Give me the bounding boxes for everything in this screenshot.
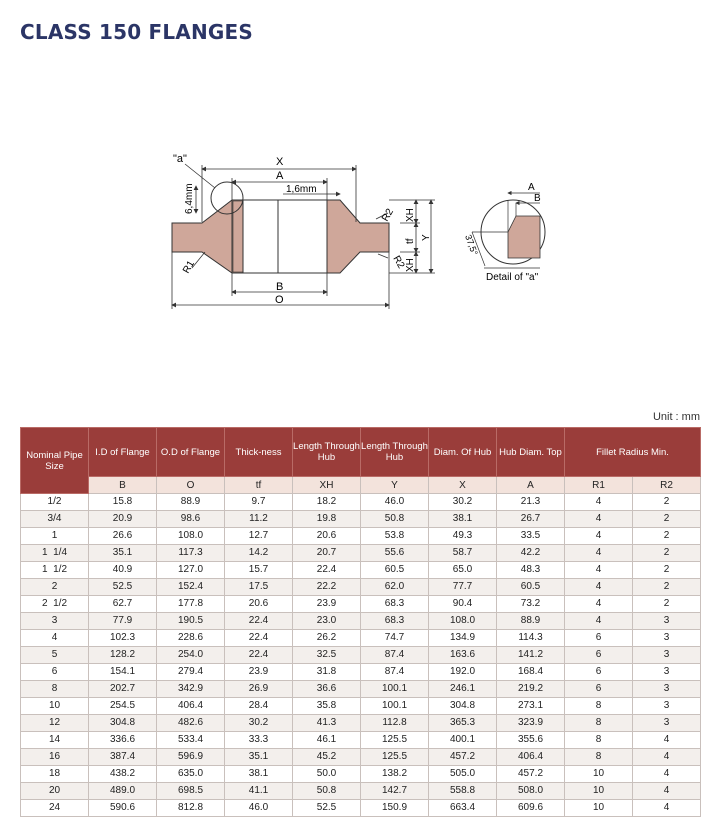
table-cell: 35.8 — [293, 698, 361, 715]
table-cell: 4 — [21, 630, 89, 647]
table-cell: 46.1 — [293, 732, 361, 749]
table-cell: 4 — [565, 562, 633, 579]
table-cell: 23.9 — [293, 596, 361, 613]
table-cell: 4 — [633, 783, 701, 800]
table-cell: 141.2 — [497, 647, 565, 664]
header-hub-top: Hub Diam. Top — [497, 428, 565, 477]
table-cell: 50.8 — [293, 783, 361, 800]
table-cell: 21.3 — [497, 494, 565, 511]
table-row — [21, 630, 701, 647]
table-cell: 323.9 — [497, 715, 565, 732]
table-cell: 219.2 — [497, 681, 565, 698]
table-cell: 9.7 — [225, 494, 293, 511]
table-cell: 45.2 — [293, 749, 361, 766]
table-cell: 246.1 — [429, 681, 497, 698]
header-fillet: Fillet Radius Min. — [565, 428, 701, 477]
table-cell: 102.3 — [89, 630, 157, 647]
table-cell: 590.6 — [89, 800, 157, 817]
table-cell: 48.3 — [497, 562, 565, 579]
table-cell: 177.8 — [157, 596, 225, 613]
table-cell: 273.1 — [497, 698, 565, 715]
table-row — [21, 783, 701, 800]
table-cell: 18.2 — [293, 494, 361, 511]
table-cell: 355.6 — [497, 732, 565, 749]
table-cell: 15.8 — [89, 494, 157, 511]
table-cell: 489.0 — [89, 783, 157, 800]
table-cell: 387.4 — [89, 749, 157, 766]
table-cell: 3 — [633, 664, 701, 681]
table-cell: 6 — [565, 647, 633, 664]
table-cell: 35.1 — [89, 545, 157, 562]
table-cell: 68.3 — [361, 596, 429, 613]
header-length-hub-xh: Length Through Hub — [293, 428, 361, 477]
table-cell: 3 — [633, 647, 701, 664]
table-cell: 125.5 — [361, 732, 429, 749]
table-cell: 73.2 — [497, 596, 565, 613]
table-cell: 3 — [633, 630, 701, 647]
table-cell: 406.4 — [497, 749, 565, 766]
table-row — [21, 562, 701, 579]
table-cell: 26.2 — [293, 630, 361, 647]
table-cell: 1/2 — [21, 494, 89, 511]
table-cell: 26.7 — [497, 511, 565, 528]
table-cell: 4 — [633, 800, 701, 817]
table-cell: 31.8 — [293, 664, 361, 681]
subheader-cell: XH — [293, 477, 361, 494]
table-cell: 108.0 — [429, 613, 497, 630]
flange-section — [172, 200, 389, 273]
label-6-4mm: 6,4mm — [184, 183, 195, 214]
table-cell: 4 — [565, 528, 633, 545]
table-cell: 228.6 — [157, 630, 225, 647]
table-row — [21, 647, 701, 664]
table-cell: 1 — [21, 528, 89, 545]
label-o: O — [275, 294, 284, 306]
table-cell: 336.6 — [89, 732, 157, 749]
table-cell: 190.5 — [157, 613, 225, 630]
table-cell: 38.1 — [429, 511, 497, 528]
table-cell: 6 — [565, 681, 633, 698]
table-cell: 22.2 — [293, 579, 361, 596]
table-cell: 87.4 — [361, 664, 429, 681]
table-cell: 23.9 — [225, 664, 293, 681]
header-od: O.D of Flange — [157, 428, 225, 477]
table-cell: 438.2 — [89, 766, 157, 783]
table-row — [21, 749, 701, 766]
table-cell: 50.0 — [293, 766, 361, 783]
subheader-cell: R2 — [633, 477, 701, 494]
label-y: Y — [421, 234, 432, 241]
table-cell: 22.4 — [225, 630, 293, 647]
table-cell: 100.1 — [361, 698, 429, 715]
subheader-cell: B — [89, 477, 157, 494]
table-cell: 20.6 — [225, 596, 293, 613]
detail-caption: Detail of "a" — [486, 272, 539, 283]
table-cell: 112.8 — [361, 715, 429, 732]
table-cell: 36.6 — [293, 681, 361, 698]
header-thickness: Thick-ness — [225, 428, 293, 477]
table-cell: 304.8 — [429, 698, 497, 715]
table-cell: 3 — [21, 613, 89, 630]
table-cell: 457.2 — [429, 749, 497, 766]
table-cell: 3/4 — [21, 511, 89, 528]
table-row — [21, 766, 701, 783]
table-cell: 533.4 — [157, 732, 225, 749]
subheader-cell: O — [157, 477, 225, 494]
table-cell: 8 — [565, 698, 633, 715]
table-cell: 28.4 — [225, 698, 293, 715]
table-cell: 32.5 — [293, 647, 361, 664]
table-cell: 154.1 — [89, 664, 157, 681]
label-a-marker: "a" — [173, 153, 187, 165]
label-a: A — [276, 170, 284, 182]
label-1-6mm: 1,6mm — [286, 184, 317, 195]
table-cell: 8 — [21, 681, 89, 698]
table-cell: 698.5 — [157, 783, 225, 800]
table-cell: 342.9 — [157, 681, 225, 698]
table-cell: 254.5 — [89, 698, 157, 715]
table-cell: 6 — [565, 664, 633, 681]
table-cell: 49.3 — [429, 528, 497, 545]
table-cell: 3 — [633, 715, 701, 732]
table-cell: 88.9 — [157, 494, 225, 511]
table-cell: 20 — [21, 783, 89, 800]
unit-label: Unit : mm — [652, 411, 700, 423]
table-cell: 3 — [633, 613, 701, 630]
subheader-cell: R1 — [565, 477, 633, 494]
table-cell: 60.5 — [361, 562, 429, 579]
table-cell: 46.0 — [225, 800, 293, 817]
table-cell: 596.9 — [157, 749, 225, 766]
subheader-cell: tf — [225, 477, 293, 494]
table-cell: 22.4 — [225, 613, 293, 630]
table-cell: 12.7 — [225, 528, 293, 545]
detail-a-drawing — [472, 193, 545, 268]
label-x: X — [276, 156, 284, 168]
table-cell: 33.5 — [497, 528, 565, 545]
table-cell: 279.4 — [157, 664, 225, 681]
table-row — [21, 800, 701, 817]
table-cell: 41.3 — [293, 715, 361, 732]
table-cell: 11.2 — [225, 511, 293, 528]
table-cell: 19.8 — [293, 511, 361, 528]
table-cell: 53.8 — [361, 528, 429, 545]
table-cell: 20.9 — [89, 511, 157, 528]
table-cell: 5 — [21, 647, 89, 664]
table-cell: 163.6 — [429, 647, 497, 664]
table-cell: 4 — [565, 579, 633, 596]
subheader-cell: A — [497, 477, 565, 494]
table-cell: 22.4 — [293, 562, 361, 579]
table-cell: 8 — [565, 749, 633, 766]
table-cell: 68.3 — [361, 613, 429, 630]
table-cell: 8 — [565, 732, 633, 749]
subheader-cell: Y — [361, 477, 429, 494]
table-cell: 4 — [565, 613, 633, 630]
table-cell: 22.4 — [225, 647, 293, 664]
table-cell: 26.9 — [225, 681, 293, 698]
table-cell: 202.7 — [89, 681, 157, 698]
table-cell: 508.0 — [497, 783, 565, 800]
page-title: CLASS 150 FLANGES — [20, 20, 253, 44]
label-tf: tf — [405, 238, 416, 244]
table-cell: 12 — [21, 715, 89, 732]
table-row — [21, 511, 701, 528]
table-cell: 108.0 — [157, 528, 225, 545]
table-cell: 74.7 — [361, 630, 429, 647]
table-cell: 42.2 — [497, 545, 565, 562]
table-cell: 6 — [21, 664, 89, 681]
table-cell: 88.9 — [497, 613, 565, 630]
table-cell: 2 — [633, 528, 701, 545]
table-cell: 152.4 — [157, 579, 225, 596]
table-cell: 3 — [633, 698, 701, 715]
table-cell: 50.8 — [361, 511, 429, 528]
table-cell: 10 — [565, 766, 633, 783]
table-cell: 4 — [633, 732, 701, 749]
detail-label-a: A — [528, 182, 535, 193]
table-cell: 8 — [565, 715, 633, 732]
table-cell: 17.5 — [225, 579, 293, 596]
table-cell: 77.7 — [429, 579, 497, 596]
table-cell: 138.2 — [361, 766, 429, 783]
table-cell: 33.3 — [225, 732, 293, 749]
table-row — [21, 732, 701, 749]
table-cell: 14.2 — [225, 545, 293, 562]
table-cell: 52.5 — [293, 800, 361, 817]
table-row — [21, 613, 701, 630]
table-row — [21, 681, 701, 698]
table-cell: 457.2 — [497, 766, 565, 783]
table-cell: 192.0 — [429, 664, 497, 681]
table-row — [21, 664, 701, 681]
table-row — [21, 596, 701, 613]
table-cell: 35.1 — [225, 749, 293, 766]
table-cell: 117.3 — [157, 545, 225, 562]
table-cell: 3 — [633, 681, 701, 698]
table-row — [21, 579, 701, 596]
detail-label-b: B — [534, 193, 541, 204]
table-cell: 40.9 — [89, 562, 157, 579]
table-cell: 4 — [633, 766, 701, 783]
table-cell: 2 1/2 — [21, 596, 89, 613]
detail-angle: 37,5° — [463, 233, 480, 257]
table-row — [21, 494, 701, 511]
table-row — [21, 715, 701, 732]
table-cell: 134.9 — [429, 630, 497, 647]
table-cell: 18 — [21, 766, 89, 783]
table-cell: 4 — [633, 749, 701, 766]
table-cell: 1 1/2 — [21, 562, 89, 579]
header-id: I.D of Flange — [89, 428, 157, 477]
table-cell: 2 — [633, 562, 701, 579]
table-cell: 10 — [21, 698, 89, 715]
table-cell: 2 — [633, 545, 701, 562]
table-cell: 125.5 — [361, 749, 429, 766]
table-cell: 23.0 — [293, 613, 361, 630]
flange-spec-table — [20, 427, 701, 817]
table-cell: 58.7 — [429, 545, 497, 562]
label-r2-bottom: R2 — [390, 254, 407, 271]
table-cell: 558.8 — [429, 783, 497, 800]
table-cell: 2 — [633, 494, 701, 511]
table-cell: 406.4 — [157, 698, 225, 715]
table-cell: 6 — [565, 630, 633, 647]
table-cell: 90.4 — [429, 596, 497, 613]
table-cell: 38.1 — [225, 766, 293, 783]
table-cell: 142.7 — [361, 783, 429, 800]
table-cell: 65.0 — [429, 562, 497, 579]
table-cell: 2 — [633, 596, 701, 613]
table-cell: 62.7 — [89, 596, 157, 613]
table-cell: 46.0 — [361, 494, 429, 511]
table-cell: 663.4 — [429, 800, 497, 817]
table-cell: 41.1 — [225, 783, 293, 800]
table-cell: 1 1/4 — [21, 545, 89, 562]
table-cell: 60.5 — [497, 579, 565, 596]
table-cell: 4 — [565, 545, 633, 562]
table-cell: 16 — [21, 749, 89, 766]
table-cell: 4 — [565, 511, 633, 528]
table-cell: 2 — [21, 579, 89, 596]
table-cell: 128.2 — [89, 647, 157, 664]
table-cell: 100.1 — [361, 681, 429, 698]
flange-drawing — [0, 0, 725, 410]
table-cell: 87.4 — [361, 647, 429, 664]
label-r2-top: R2 — [380, 206, 396, 224]
table-cell: 2 — [633, 579, 701, 596]
table-cell: 168.4 — [497, 664, 565, 681]
table-cell: 609.6 — [497, 800, 565, 817]
table-cell: 55.6 — [361, 545, 429, 562]
label-r1: R1 — [181, 258, 197, 276]
table-cell: 20.6 — [293, 528, 361, 545]
table-cell: 127.0 — [157, 562, 225, 579]
table-row — [21, 698, 701, 715]
table-cell: 114.3 — [497, 630, 565, 647]
table-cell: 52.5 — [89, 579, 157, 596]
table-cell: 20.7 — [293, 545, 361, 562]
label-xh-top: XH — [405, 208, 416, 222]
table-cell: 15.7 — [225, 562, 293, 579]
table-cell: 30.2 — [429, 494, 497, 511]
table-cell: 635.0 — [157, 766, 225, 783]
table-cell: 400.1 — [429, 732, 497, 749]
table-cell: 4 — [565, 596, 633, 613]
table-cell: 30.2 — [225, 715, 293, 732]
table-cell: 98.6 — [157, 511, 225, 528]
table-cell: 150.9 — [361, 800, 429, 817]
table-cell: 254.0 — [157, 647, 225, 664]
table-cell: 14 — [21, 732, 89, 749]
table-cell: 304.8 — [89, 715, 157, 732]
header-diam-hub: Diam. Of Hub — [429, 428, 497, 477]
subheader-cell: X — [429, 477, 497, 494]
label-xh-bottom: XH — [405, 258, 416, 272]
header-nps: Nominal Pipe Size — [21, 428, 89, 494]
table-cell: 365.3 — [429, 715, 497, 732]
header-length-hub-y: Length Through Hub — [361, 428, 429, 477]
table-cell: 4 — [565, 494, 633, 511]
table-cell: 26.6 — [89, 528, 157, 545]
table-cell: 10 — [565, 800, 633, 817]
table-cell: 10 — [565, 783, 633, 800]
table-row — [21, 545, 701, 562]
label-b: B — [276, 281, 284, 293]
table-cell: 24 — [21, 800, 89, 817]
table-cell: 62.0 — [361, 579, 429, 596]
table-cell: 77.9 — [89, 613, 157, 630]
table-cell: 2 — [633, 511, 701, 528]
table-row — [21, 528, 701, 545]
table-cell: 482.6 — [157, 715, 225, 732]
table-cell: 812.8 — [157, 800, 225, 817]
table-cell: 505.0 — [429, 766, 497, 783]
